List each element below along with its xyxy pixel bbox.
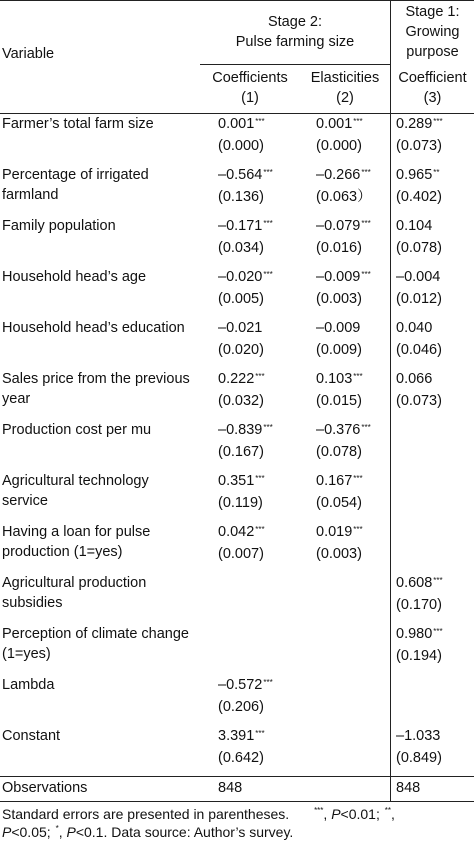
coef-c1: [218, 524, 265, 541]
footnote-sig-2: **: [384, 806, 391, 815]
coef-c1: [218, 167, 273, 184]
coef-value: –0.839: [218, 422, 263, 438]
row-label: year: [2, 391, 31, 407]
std-error-c2: (0.016): [316, 240, 362, 256]
header-variable: Variable: [2, 46, 55, 62]
footnote-p: P: [331, 806, 341, 822]
row-label: Perception of climate change: [2, 626, 189, 642]
coef-value: 0.351: [218, 473, 255, 489]
coef-value: –0.564: [218, 167, 263, 183]
std-error-c3: (0.402): [396, 189, 442, 205]
coef-c1: [218, 320, 262, 337]
coef-value: –1.033: [396, 728, 441, 744]
coef-c1: [218, 422, 273, 439]
significance-stars: ***: [433, 627, 443, 636]
row-label: Percentage of irrigated: [2, 167, 149, 183]
header-stage2-line2: Pulse farming size: [235, 34, 355, 50]
row-label: Household head’s education: [2, 320, 185, 336]
row-label: (1=yes): [2, 646, 51, 662]
header-stage1-line2: Growing: [405, 24, 460, 40]
footnote-sep-2: ,: [390, 806, 395, 822]
significance-stars: ***: [263, 219, 273, 228]
std-error-c1: (0.032): [218, 393, 264, 409]
row-label: Household head’s age: [2, 269, 147, 285]
std-error-c3: (0.194): [396, 648, 442, 664]
std-error-c3: (0.849): [396, 750, 442, 766]
coef-c2: [316, 269, 371, 286]
coef-value: –0.020: [218, 269, 263, 285]
coef-c3: [396, 728, 440, 745]
significance-stars: ***: [255, 729, 265, 738]
significance-stars: ***: [353, 474, 363, 483]
table-bottom-rule: [0, 801, 474, 802]
std-error-c2: (0.015): [316, 393, 362, 409]
coef-value: –0.009: [316, 320, 361, 336]
coef-c3: [396, 626, 443, 643]
header-col1-name: Coefficients: [212, 70, 288, 86]
std-error-c2: (0.003): [316, 546, 362, 562]
footnote-text: Standard errors are presented in parentheses.: [2, 806, 290, 822]
std-error-c2: (0.054): [316, 495, 362, 511]
coef-value: 0.167: [316, 473, 353, 489]
std-error-c2: (0.063）: [316, 189, 372, 205]
observations-col3: 848: [396, 780, 421, 796]
coef-c2: [316, 422, 371, 439]
coef-c2: [316, 218, 371, 235]
coef-value: 3.391: [218, 728, 255, 744]
row-label: Constant: [2, 728, 61, 744]
coef-c1: [218, 116, 265, 133]
row-label: Agricultural production: [2, 575, 147, 591]
coef-value: 0.289: [396, 116, 433, 132]
row-label: service: [2, 493, 48, 509]
row-label: Agricultural technology: [2, 473, 149, 489]
row-label: subsidies: [2, 595, 63, 611]
std-error-c3: (0.170): [396, 597, 442, 613]
stage-divider: [390, 0, 391, 801]
std-error-c1: (0.020): [218, 342, 264, 358]
row-label: Sales price from the previous: [2, 371, 190, 387]
std-error-c2: (0.003): [316, 291, 362, 307]
coef-value: 0.019: [316, 524, 353, 540]
row-label: Having a loan for pulse: [2, 524, 151, 540]
coef-c2: [316, 320, 360, 337]
observations-top-rule: [0, 776, 474, 777]
coef-c2: [316, 473, 363, 490]
header-stage1-line3: purpose: [406, 44, 459, 60]
row-label: Lambda: [2, 677, 55, 693]
footnote-p-3: P: [66, 824, 76, 840]
coef-value: –0.171: [218, 218, 263, 234]
coef-c2: [316, 167, 371, 184]
std-error-c1: (0.007): [218, 546, 264, 562]
std-error-c3: (0.078): [396, 240, 442, 256]
coef-value: 0.104: [396, 218, 433, 234]
coef-c2: [316, 116, 363, 133]
significance-stars: ***: [361, 423, 371, 432]
footnote-sep-3: ,: [58, 824, 63, 840]
coef-c2: [316, 371, 363, 388]
std-error-c1: (0.034): [218, 240, 264, 256]
row-label: farmland: [2, 187, 59, 203]
std-error-c1: (0.000): [218, 138, 264, 154]
coef-c1: [218, 473, 265, 490]
significance-stars: ***: [263, 168, 273, 177]
footnote-line-2: [2, 823, 472, 841]
std-error-c1: (0.005): [218, 291, 264, 307]
coef-c3: [396, 575, 443, 592]
header-col2-name: Elasticities: [310, 70, 380, 86]
coef-value: 0.066: [396, 371, 433, 387]
observations-label: Observations: [2, 780, 88, 796]
significance-stars: ***: [353, 372, 363, 381]
stage2-underline: [200, 64, 390, 65]
footnote-line-1: [2, 805, 472, 823]
footnote-threshold-1: <0.01;: [340, 806, 380, 822]
significance-stars: **: [433, 168, 440, 177]
top-rule: [0, 0, 474, 1]
coef-c1: [218, 218, 273, 235]
header-col2-num: (2): [336, 90, 354, 106]
coef-value: 0.965: [396, 167, 433, 183]
significance-stars: ***: [433, 117, 443, 126]
std-error-c3: (0.073): [396, 393, 442, 409]
std-error-c3: (0.046): [396, 342, 442, 358]
std-error-c1: (0.167): [218, 444, 264, 460]
significance-stars: ***: [255, 372, 265, 381]
significance-stars: ***: [361, 168, 371, 177]
coef-value: 0.608: [396, 575, 433, 591]
std-error-c1: (0.206): [218, 699, 264, 715]
header-col1-num: (1): [241, 90, 259, 106]
footnote-threshold-2: <0.05;: [11, 824, 51, 840]
coef-value: 0.001: [316, 116, 353, 132]
significance-stars: ***: [361, 219, 371, 228]
footnote-source: <0.1. Data source: Author’s survey.: [75, 824, 294, 840]
significance-stars: ***: [263, 423, 273, 432]
significance-stars: ***: [255, 474, 265, 483]
header-stage2-line1: Stage 2:: [267, 14, 322, 30]
coef-c3: [396, 371, 432, 388]
coef-value: 0.042: [218, 524, 255, 540]
coef-c3: [396, 116, 443, 133]
std-error-c3: (0.012): [396, 291, 442, 307]
coef-c1: [218, 728, 265, 745]
coef-value: –0.021: [218, 320, 263, 336]
row-label: Production cost per mu: [2, 422, 152, 438]
coef-c3: [396, 167, 440, 184]
footnote: [2, 805, 472, 841]
footnote-sig-3: ***: [314, 806, 324, 815]
coef-c3: [396, 269, 440, 286]
row-label: Family population: [2, 218, 116, 234]
significance-stars: ***: [255, 117, 265, 126]
coef-value: –0.376: [316, 422, 361, 438]
std-error-c2: (0.009): [316, 342, 362, 358]
coef-value: 0.001: [218, 116, 255, 132]
coef-c1: [218, 269, 273, 286]
coef-c2: [316, 524, 363, 541]
significance-stars: ***: [433, 576, 443, 585]
header-col3-name: Coefficient: [398, 70, 467, 86]
footnote-p-2: P: [2, 824, 12, 840]
coef-value: –0.572: [218, 677, 263, 693]
std-error-c3: (0.073): [396, 138, 442, 154]
header-stage1-line1: Stage 1:: [405, 4, 460, 20]
footnote-sep: ,: [323, 806, 332, 822]
coef-c1: [218, 677, 273, 694]
observations-col1: 848: [218, 780, 243, 796]
significance-stars: ***: [361, 270, 371, 279]
coef-value: 0.103: [316, 371, 353, 387]
significance-stars: ***: [255, 525, 265, 534]
std-error-c1: (0.642): [218, 750, 264, 766]
footnote-sig-1: *: [55, 824, 59, 833]
coef-c3: [396, 320, 432, 337]
significance-stars: ***: [353, 525, 363, 534]
row-label: production (1=yes): [2, 544, 123, 560]
coef-value: –0.079: [316, 218, 361, 234]
std-error-c2: (0.000): [316, 138, 362, 154]
coef-value: –0.004: [396, 269, 441, 285]
coef-value: –0.009: [316, 269, 361, 285]
significance-stars: ***: [263, 270, 273, 279]
row-label: Farmer’s total farm size: [2, 116, 154, 132]
coef-value: 0.222: [218, 371, 255, 387]
header-bottom-rule: [0, 113, 474, 114]
coef-c1: [218, 371, 265, 388]
std-error-c1: (0.119): [218, 495, 263, 511]
header-col3-num: (3): [423, 90, 442, 106]
significance-stars: ***: [353, 117, 363, 126]
std-error-c1: (0.136): [218, 189, 264, 205]
coef-c3: [396, 218, 432, 235]
coef-value: –0.266: [316, 167, 361, 183]
coef-value: 0.040: [396, 320, 433, 336]
significance-stars: ***: [263, 678, 273, 687]
coef-value: 0.980: [396, 626, 433, 642]
std-error-c2: (0.078): [316, 444, 362, 460]
